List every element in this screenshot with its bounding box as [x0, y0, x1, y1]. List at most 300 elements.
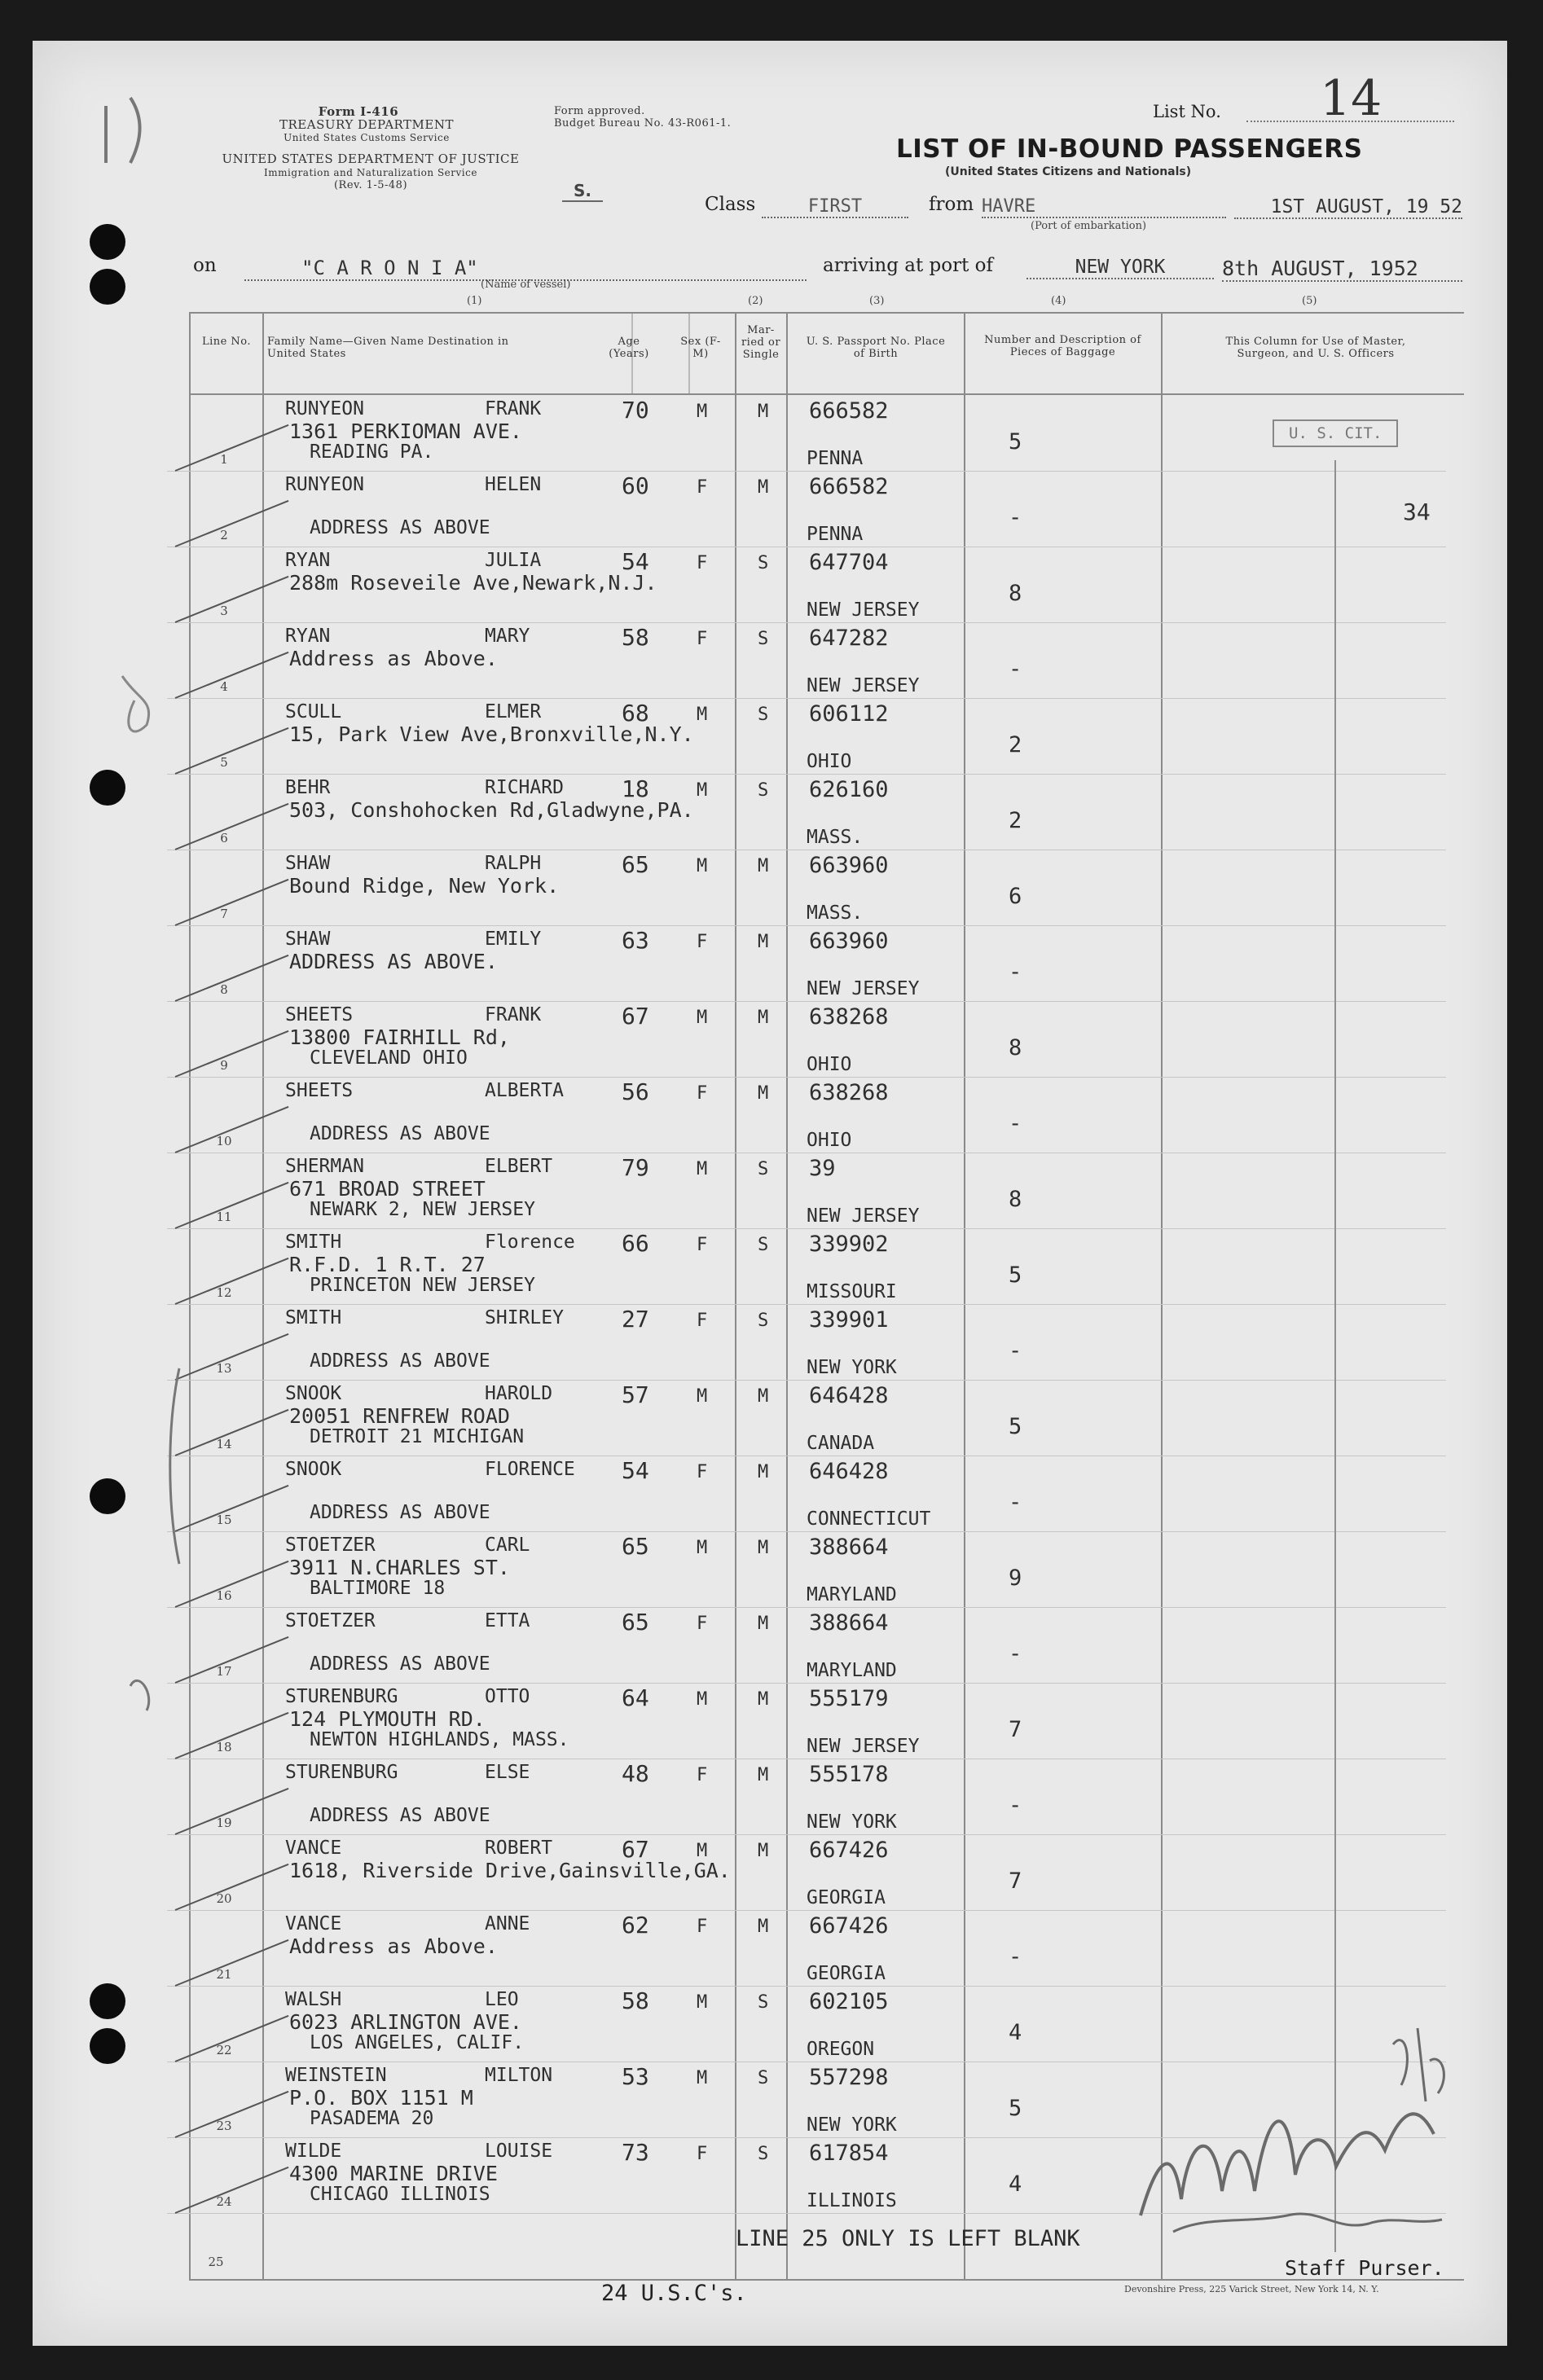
address-line-1: 288m Roseveile Ave,Newark,N.J. — [289, 571, 657, 595]
family-name: SNOOK — [285, 1459, 342, 1480]
col-header-baggage: Number and Description of Pieces of Baggage — [984, 334, 1141, 358]
age: 18 — [622, 775, 649, 802]
purser-signature — [1124, 2012, 1483, 2248]
given-name: SHIRLEY — [485, 1307, 564, 1328]
sex: F — [697, 553, 708, 573]
address-line-1: 15, Park View Ave,Bronxville,N.Y. — [289, 722, 694, 746]
line-number: 11 — [216, 1210, 232, 1224]
passport-number: 666582 — [809, 474, 889, 499]
row-rule — [167, 1607, 1446, 1608]
passport-number: 339902 — [809, 1232, 889, 1257]
address-line-1: 4300 MARINE DRIVE — [289, 2162, 498, 2185]
us-citizen-stamp: U. S. CIT. — [1273, 419, 1398, 447]
row-rule — [167, 471, 1446, 472]
baggage-count: - — [1009, 1641, 1022, 1666]
family-name: STOETZER — [285, 1535, 376, 1556]
given-name: MARY — [485, 626, 530, 647]
family-name: SHEETS — [285, 1080, 354, 1101]
address-line-2: LOS ANGELES, CALIF. — [310, 2032, 525, 2053]
marital-status: S — [758, 780, 769, 801]
sex: M — [697, 1386, 708, 1407]
arrival-date: 8th AUGUST, 1952 — [1222, 257, 1462, 282]
marital-status: S — [758, 2144, 769, 2164]
given-name: MILTON — [485, 2065, 553, 2086]
age: 58 — [622, 624, 649, 651]
age: 63 — [622, 927, 649, 954]
sex: F — [697, 1311, 708, 1331]
baggage-count: 8 — [1009, 581, 1022, 606]
table-bottom-rule — [189, 2279, 1464, 2281]
row-rule — [167, 1986, 1446, 1987]
address-line-1: 124 PLYMOUTH RD. — [289, 1707, 486, 1731]
marital-status: S — [758, 553, 769, 573]
sex: M — [697, 856, 708, 876]
address-line-1: 20051 RENFREW ROAD — [289, 1404, 510, 1428]
passport-number: 606112 — [809, 701, 889, 727]
col-header-married: Mar-ried or Single — [741, 324, 781, 361]
sex: M — [697, 1689, 708, 1710]
baggage-count: 6 — [1009, 884, 1022, 909]
col-number-4: (4) — [1051, 295, 1066, 307]
place-of-birth: MISSOURI — [807, 1281, 897, 1302]
sex: F — [697, 2144, 708, 2164]
from-label: from — [929, 194, 974, 215]
given-name: HELEN — [485, 474, 542, 495]
arrival-port: NEW YORK — [1026, 257, 1214, 279]
sex: F — [697, 1235, 708, 1255]
baggage-count: 5 — [1009, 2096, 1022, 2121]
marital-status: S — [758, 629, 769, 649]
sex: M — [697, 1008, 708, 1028]
row-rule — [167, 698, 1446, 699]
marital-status: S — [758, 705, 769, 725]
address-line-1: Bound Ridge, New York. — [289, 874, 560, 898]
address-line-1: R.F.D. 1 R.T. 27 — [289, 1253, 486, 1276]
passport-number: 638268 — [809, 1080, 889, 1105]
baggage-count: - — [1009, 505, 1022, 530]
sex: F — [697, 1917, 708, 1937]
address-line-2: NEWARK 2, NEW JERSEY — [310, 1199, 535, 1220]
baggage-count: 8 — [1009, 1035, 1022, 1060]
marital-status: S — [758, 1311, 769, 1331]
marital-status: M — [758, 1841, 769, 1861]
place-of-birth: NEW JERSEY — [807, 978, 920, 999]
age: 65 — [622, 1533, 649, 1560]
vessel-name: "C A R O N I A" — [244, 257, 807, 281]
sex: M — [697, 2068, 708, 2088]
marital-status: M — [758, 1083, 769, 1104]
family-name: WILDE — [285, 2141, 342, 2162]
family-name: SHERMAN — [285, 1156, 364, 1177]
place-of-birth: MARYLAND — [807, 1660, 897, 1681]
line-number: 10 — [216, 1134, 232, 1148]
marital-status: M — [758, 1689, 769, 1710]
sex: M — [697, 1992, 708, 2013]
address-line-1: 1618, Riverside Drive,Gainsville,GA. — [289, 1859, 731, 1882]
given-name: Florence — [485, 1232, 575, 1253]
passport-number: 646428 — [809, 1383, 889, 1408]
col-header-name: Family Name—Given Name Destination in United States — [267, 336, 509, 360]
sex: F — [697, 477, 708, 498]
place-of-birth: OHIO — [807, 751, 852, 772]
age: 48 — [622, 1760, 649, 1787]
address-line-2: DETROIT 21 MICHIGAN — [310, 1426, 525, 1447]
age: 65 — [622, 851, 649, 878]
line-number: 23 — [216, 2119, 232, 2133]
passport-number: 39 — [809, 1156, 836, 1181]
place-of-birth: CANADA — [807, 1433, 875, 1454]
passport-number: 667426 — [809, 1913, 889, 1939]
row-rule — [167, 1001, 1446, 1002]
age: 79 — [622, 1154, 649, 1181]
passport-number: 602105 — [809, 1989, 889, 2014]
line-number: 20 — [216, 1891, 232, 1906]
line-number: 2 — [220, 528, 228, 542]
age: 62 — [622, 1912, 649, 1939]
age: 58 — [622, 1987, 649, 2014]
line-number: 9 — [220, 1058, 228, 1073]
age: 67 — [622, 1836, 649, 1863]
family-name: RYAN — [285, 550, 331, 571]
row-rule — [167, 1683, 1446, 1684]
passport-number: 647704 — [809, 550, 889, 575]
sex: F — [697, 1765, 708, 1785]
col-number-2: (2) — [748, 295, 763, 307]
row-rule — [167, 925, 1446, 926]
sex: F — [697, 1462, 708, 1482]
line-number: 8 — [220, 982, 228, 997]
row-rule — [167, 622, 1446, 623]
passport-number: 626160 — [809, 777, 889, 802]
baggage-count: 4 — [1009, 2020, 1022, 2045]
given-name: RICHARD — [485, 777, 564, 798]
age: 60 — [622, 472, 649, 499]
address-line-2: PRINCETON NEW JERSEY — [310, 1275, 535, 1296]
table-header-rule — [189, 393, 1464, 395]
col-header-line: Line No. — [201, 336, 252, 348]
passport-number: 557298 — [809, 2065, 889, 2090]
baggage-count: 4 — [1009, 2171, 1022, 2197]
passport-number: 646428 — [809, 1459, 889, 1484]
given-name: ETTA — [485, 1610, 530, 1631]
line-number: 6 — [220, 831, 228, 845]
given-name: LEO — [485, 1989, 519, 2010]
given-name: HAROLD — [485, 1383, 553, 1404]
budget-bureau: Budget Bureau No. 43-R061-1. — [554, 117, 732, 130]
baggage-count: - — [1009, 1944, 1022, 1969]
address-line-1: 503, Conshohocken Rd,Gladwyne,PA. — [289, 798, 694, 822]
col-header-age: Age (Years) — [609, 336, 649, 360]
marital-status: M — [758, 1386, 769, 1407]
baggage-count: - — [1009, 1793, 1022, 1818]
marital-status: M — [758, 1462, 769, 1482]
place-of-birth: NEW JERSEY — [807, 599, 920, 621]
sex: F — [697, 1614, 708, 1634]
on-label: on — [193, 255, 217, 276]
sex: M — [697, 780, 708, 801]
total-citizens: 24 U.S.C's. — [601, 2281, 747, 2306]
given-name: ELMER — [485, 701, 542, 722]
marital-status: M — [758, 1538, 769, 1558]
col-header-sex: Sex (F-M) — [680, 336, 721, 360]
line-number: 3 — [220, 604, 228, 618]
family-name: WEINSTEIN — [285, 2065, 387, 2086]
place-of-birth: PENNA — [807, 448, 864, 469]
officer-count: 34 — [1403, 498, 1431, 525]
arriving-label: arriving at port of — [823, 255, 993, 276]
col-divider — [1161, 312, 1163, 2279]
address-line-2: READING PA. — [310, 441, 434, 463]
address-line-2: ADDRESS AS ABOVE — [310, 1805, 490, 1826]
family-name: RYAN — [285, 626, 331, 647]
place-of-birth: NEW YORK — [807, 2114, 897, 2136]
baggage-count: - — [1009, 959, 1022, 985]
family-name: VANCE — [285, 1838, 342, 1859]
punch-hole — [90, 2028, 125, 2064]
sex: M — [697, 1538, 708, 1558]
age: 65 — [622, 1609, 649, 1636]
place-of-birth: CONNECTICUT — [807, 1508, 931, 1530]
marital-status: M — [758, 402, 769, 422]
row-rule — [167, 1531, 1446, 1532]
left-margin-marks — [73, 73, 204, 2012]
from-value: HAVRE — [982, 196, 1226, 218]
row-rule — [167, 1077, 1446, 1078]
passport-number: 617854 — [809, 2141, 889, 2166]
sex: M — [697, 705, 708, 725]
age: 70 — [622, 397, 649, 424]
address-line-2: ADDRESS AS ABOVE — [310, 1350, 490, 1372]
row-rule — [167, 1228, 1446, 1229]
baggage-count: 7 — [1009, 1868, 1022, 1894]
marital-status: S — [758, 1235, 769, 1255]
baggage-count: 8 — [1009, 1187, 1022, 1212]
place-of-birth: NEW YORK — [807, 1357, 897, 1378]
form-subtitle: (United States Citizens and Nationals) — [945, 165, 1192, 178]
col-divider — [262, 312, 264, 2279]
justice-dept: UNITED STATES DEPARTMENT OF JUSTICE — [222, 151, 520, 166]
place-of-birth: MASS. — [807, 827, 864, 848]
form-approved: Form approved. — [554, 105, 645, 117]
given-name: RALPH — [485, 853, 542, 874]
age: 68 — [622, 700, 649, 727]
address-line-2: BALTIMORE 18 — [310, 1578, 446, 1599]
printer-imprint: Devonshire Press, 225 Varick Street, New York 14, N. Y. — [1124, 2284, 1379, 2294]
customs-service: United States Customs Service — [284, 132, 450, 143]
given-name: OTTO — [485, 1686, 530, 1707]
address-line-2: ADDRESS AS ABOVE — [310, 1653, 490, 1675]
address-line-2: ADDRESS AS ABOVE — [310, 1502, 490, 1523]
family-name: STURENBURG — [285, 1762, 398, 1783]
age: 54 — [622, 548, 649, 575]
family-name: SMITH — [285, 1307, 342, 1328]
age: 27 — [622, 1306, 649, 1333]
place-of-birth: PENNA — [807, 524, 864, 545]
sex: M — [697, 1841, 708, 1861]
address-line-1: 13800 FAIRHILL Rd, — [289, 1025, 510, 1049]
family-name: BEHR — [285, 777, 331, 798]
family-name: SCULL — [285, 701, 342, 722]
row-rule — [167, 1910, 1446, 1911]
given-name: FRANK — [485, 398, 542, 419]
passport-number: 647282 — [809, 626, 889, 651]
age: 66 — [622, 1230, 649, 1257]
passport-number: 555178 — [809, 1762, 889, 1787]
given-name: FLORENCE — [485, 1459, 575, 1480]
place-of-birth: MASS. — [807, 902, 864, 924]
place-of-birth: GEORGIA — [807, 1963, 886, 1984]
marital-status: S — [758, 1159, 769, 1179]
passport-number: 666582 — [809, 398, 889, 424]
baggage-count: 5 — [1009, 1262, 1022, 1288]
family-name: VANCE — [285, 1913, 342, 1934]
marital-status: M — [758, 1917, 769, 1937]
line-number: 16 — [216, 1588, 232, 1603]
col-divider — [964, 312, 965, 2279]
line-number: 24 — [216, 2194, 232, 2209]
age: 56 — [622, 1078, 649, 1105]
family-name: WALSH — [285, 1989, 342, 2010]
line-number: 19 — [216, 1816, 232, 1830]
manifest-page — [33, 41, 1507, 2346]
family-name: SHAW — [285, 929, 331, 950]
baggage-count: - — [1009, 1490, 1022, 1515]
family-name: RUNYEON — [285, 474, 364, 495]
address-line-1: 3911 N.CHARLES ST. — [289, 1556, 510, 1579]
embark-date: 1ST AUGUST, 19 52 — [1234, 196, 1462, 219]
baggage-count: - — [1009, 1111, 1022, 1136]
class-value: FIRST — [762, 196, 908, 218]
line-number: 1 — [220, 452, 228, 467]
col-number-1: (1) — [467, 295, 482, 307]
passport-number: 388664 — [809, 1535, 889, 1560]
place-of-birth: NEW JERSEY — [807, 1205, 920, 1227]
list-no-value: 14 — [1320, 70, 1383, 127]
line-number: 13 — [216, 1361, 232, 1376]
given-name: ANNE — [485, 1913, 530, 1934]
address-line-1: 671 BROAD STREET — [289, 1177, 486, 1201]
col-divider — [786, 312, 788, 2279]
address-line-2: ADDRESS AS ABOVE — [310, 517, 490, 538]
age: 64 — [622, 1684, 649, 1711]
line-number: 17 — [216, 1664, 232, 1679]
age: 54 — [622, 1457, 649, 1484]
marital-status: M — [758, 1765, 769, 1785]
row-rule — [167, 774, 1446, 775]
sex: F — [697, 629, 708, 649]
place-of-birth: OREGON — [807, 2039, 875, 2060]
given-name: CARL — [485, 1535, 530, 1556]
col-header-officers: This Column for Use of Master, Surgeon, and U. S. Officers — [1225, 336, 1406, 360]
line-number: 15 — [216, 1513, 232, 1527]
col-divider — [735, 312, 736, 2279]
marital-status: S — [758, 2068, 769, 2088]
row-rule — [167, 1380, 1446, 1381]
form-revision: (Rev. 1-5-48) — [333, 179, 408, 191]
place-of-birth: MARYLAND — [807, 1584, 897, 1605]
baggage-count: - — [1009, 656, 1022, 682]
address-line-1: P.O. BOX 1151 M — [289, 2086, 473, 2110]
given-name: ELSE — [485, 1762, 530, 1783]
marital-status: M — [758, 1614, 769, 1634]
given-name: LOUISE — [485, 2141, 553, 2162]
address-line-2: NEWTON HIGHLANDS, MASS. — [310, 1729, 569, 1750]
place-of-birth: OHIO — [807, 1054, 852, 1075]
place-of-birth: NEW JERSEY — [807, 675, 920, 696]
staff-purser-title: Staff Purser. — [1285, 2256, 1444, 2280]
given-name: EMILY — [485, 929, 542, 950]
line-25-blank-note: LINE 25 ONLY IS LEFT BLANK — [736, 2226, 1080, 2251]
line-number: 22 — [216, 2043, 232, 2057]
line-25-number: 25 — [208, 2255, 224, 2269]
sex: M — [697, 402, 708, 422]
marital-status: M — [758, 1008, 769, 1028]
passport-number: 339901 — [809, 1307, 889, 1333]
class-label: Class — [705, 194, 756, 215]
address-line-2: PASADEMA 20 — [310, 2108, 434, 2129]
sex: M — [697, 1159, 708, 1179]
col-number-3: (3) — [869, 295, 885, 307]
age: 57 — [622, 1381, 649, 1408]
baggage-count: 2 — [1009, 732, 1022, 757]
address-line-2: CLEVELAND OHIO — [310, 1047, 468, 1069]
line-number: 18 — [216, 1740, 232, 1754]
ins-service: Immigration and Naturalization Service — [264, 167, 477, 178]
line-number: 5 — [220, 755, 228, 770]
baggage-count: 5 — [1009, 1414, 1022, 1439]
marital-status: M — [758, 932, 769, 952]
baggage-count: 7 — [1009, 1717, 1022, 1742]
place-of-birth: ILLINOIS — [807, 2190, 897, 2211]
address-line-1: Address as Above. — [289, 647, 498, 670]
list-no-label: List No. — [1153, 102, 1221, 121]
place-of-birth: GEORGIA — [807, 1887, 886, 1908]
family-name: STOETZER — [285, 1610, 376, 1631]
family-name: SHAW — [285, 853, 331, 874]
table-top-rule — [189, 312, 1464, 314]
treasury-dept: TREASURY DEPARTMENT — [279, 117, 454, 132]
passport-number: 388664 — [809, 1610, 889, 1636]
form-number: Form I-416 — [318, 104, 399, 119]
place-of-birth: NEW YORK — [807, 1811, 897, 1833]
line-number: 21 — [216, 1967, 232, 1982]
passport-number: 663960 — [809, 853, 889, 878]
place-of-birth: OHIO — [807, 1130, 852, 1151]
given-name: ELBERT — [485, 1156, 553, 1177]
vessel-note: (Name of vessel) — [481, 279, 571, 291]
place-of-birth: NEW JERSEY — [807, 1736, 920, 1757]
sex: F — [697, 1083, 708, 1104]
given-name: FRANK — [485, 1004, 542, 1025]
line-number: 14 — [216, 1437, 232, 1451]
family-name: SHEETS — [285, 1004, 354, 1025]
address-line-1: 6023 ARLINGTON AVE. — [289, 2010, 522, 2034]
given-name: ROBERT — [485, 1838, 553, 1859]
passport-number: 555179 — [809, 1686, 889, 1711]
embark-port-note: (Port of embarkation) — [1031, 220, 1147, 232]
age: 67 — [622, 1003, 649, 1030]
family-name: SMITH — [285, 1232, 342, 1253]
passport-number: 663960 — [809, 929, 889, 954]
marital-status: S — [758, 1992, 769, 2013]
baggage-count: 9 — [1009, 1565, 1022, 1591]
marital-status: M — [758, 477, 769, 498]
s-mark: S. — [562, 181, 603, 202]
sex: F — [697, 932, 708, 952]
marital-status: M — [758, 856, 769, 876]
line-number: 7 — [220, 907, 228, 921]
baggage-count: 5 — [1009, 429, 1022, 454]
